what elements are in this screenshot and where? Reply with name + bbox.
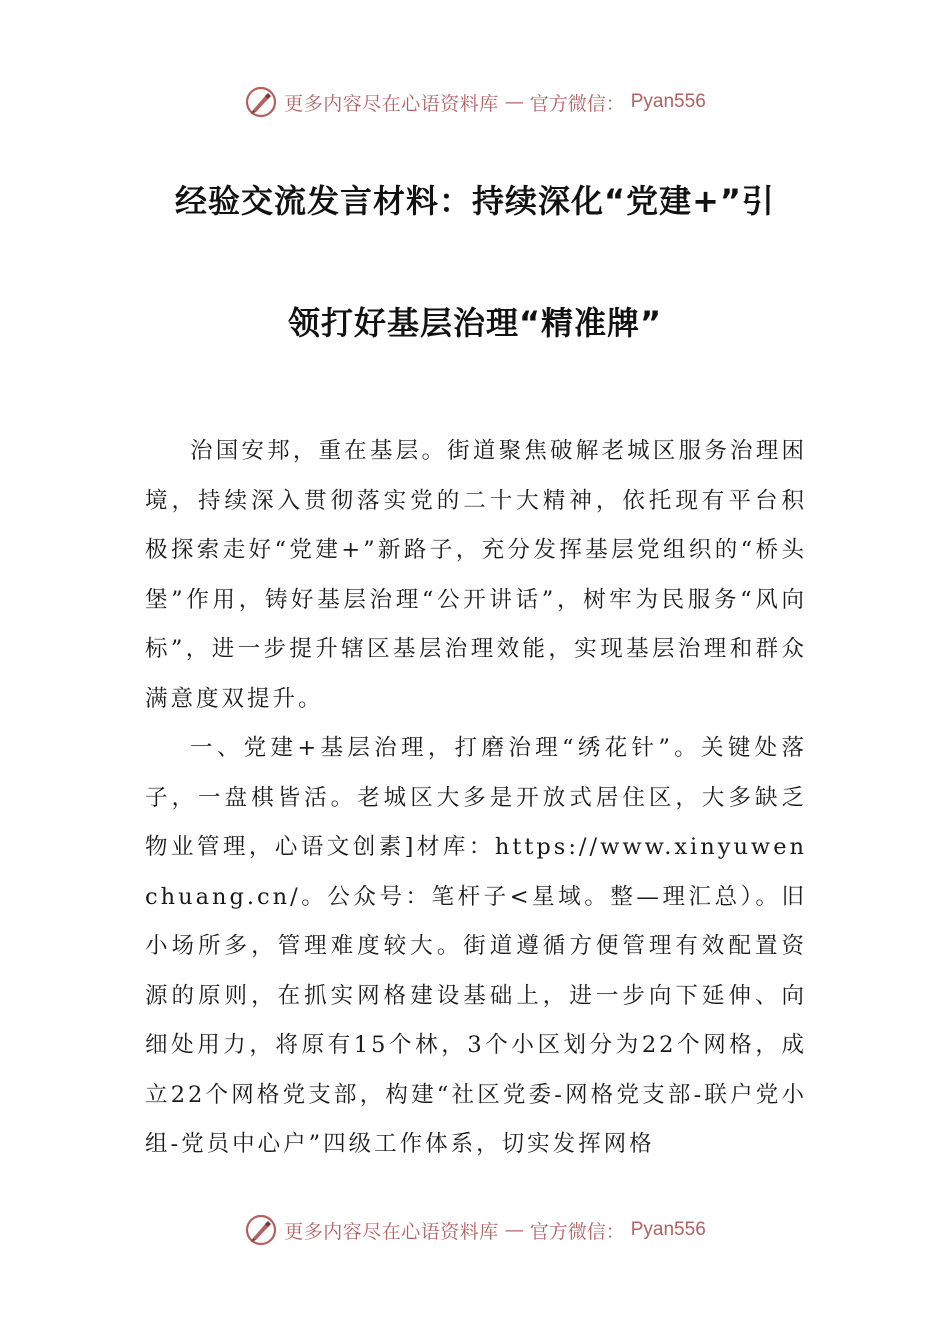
banner-wechat-label: 官方微信： — [529, 92, 625, 115]
banner-wechat-id: Pyan556 — [630, 91, 706, 112]
document-title-line-2: 领打好基层治理“精准牌” — [287, 304, 663, 342]
pen-logo-icon — [244, 1213, 278, 1247]
document-body — [145, 427, 807, 1170]
paragraph-section-one: 一、党建+基层治理，打磨治理“绣花针”。关键处落子，一盘棋皆活。老城区大多是开放式居住区，大多缺乏物业管理，心语文创素]材库：https://www.xinyuwenchuang.cn/。公众号：笔杆子<星域。整—理汇总）。旧小场所多，管理难度较大。街道遵循方便管理有效配置资源的原则，在抓实网格建设基础上，进一步向下延伸、向细处用力，将原有15个林，3个小区划分为22个网格，成立22个网格党支部，构建“社区党委-网格党支部-联户党小组-党员中心户”四级工作体系，切实发挥网格 — [145, 735, 807, 1157]
banner-wechat-id: Pyan556 — [630, 1219, 706, 1240]
banner-brand-text: 更多内容尽在心语资料库 — [284, 1220, 499, 1243]
banner-brand-text: 更多内容尽在心语资料库 — [284, 92, 499, 115]
banner-dash: — — [504, 91, 524, 113]
footer-watermark-banner — [0, 1210, 950, 1250]
document-title-line-1: 经验交流发言材料：持续深化“党建+”引 — [175, 182, 775, 220]
banner-wechat-label: 官方微信： — [529, 1220, 625, 1243]
paragraph-intro: 治国安邦，重在基层。街道聚焦破解老城区服务治理困境，持续深入贯彻落实党的二十大精神，依托现有平台积极探索走好“党建+”新路子，充分发挥基层党组织的“桥头堡”作用，铸好基层治理“公开讲话”，树牢为民服务“风向标”，进一步提升辖区基层治理效能，实现基层治理和群众满意度双提升。 — [145, 438, 807, 712]
banner-dash: — — [504, 1219, 524, 1241]
header-watermark-banner — [0, 82, 950, 122]
pen-logo-icon — [244, 85, 278, 119]
